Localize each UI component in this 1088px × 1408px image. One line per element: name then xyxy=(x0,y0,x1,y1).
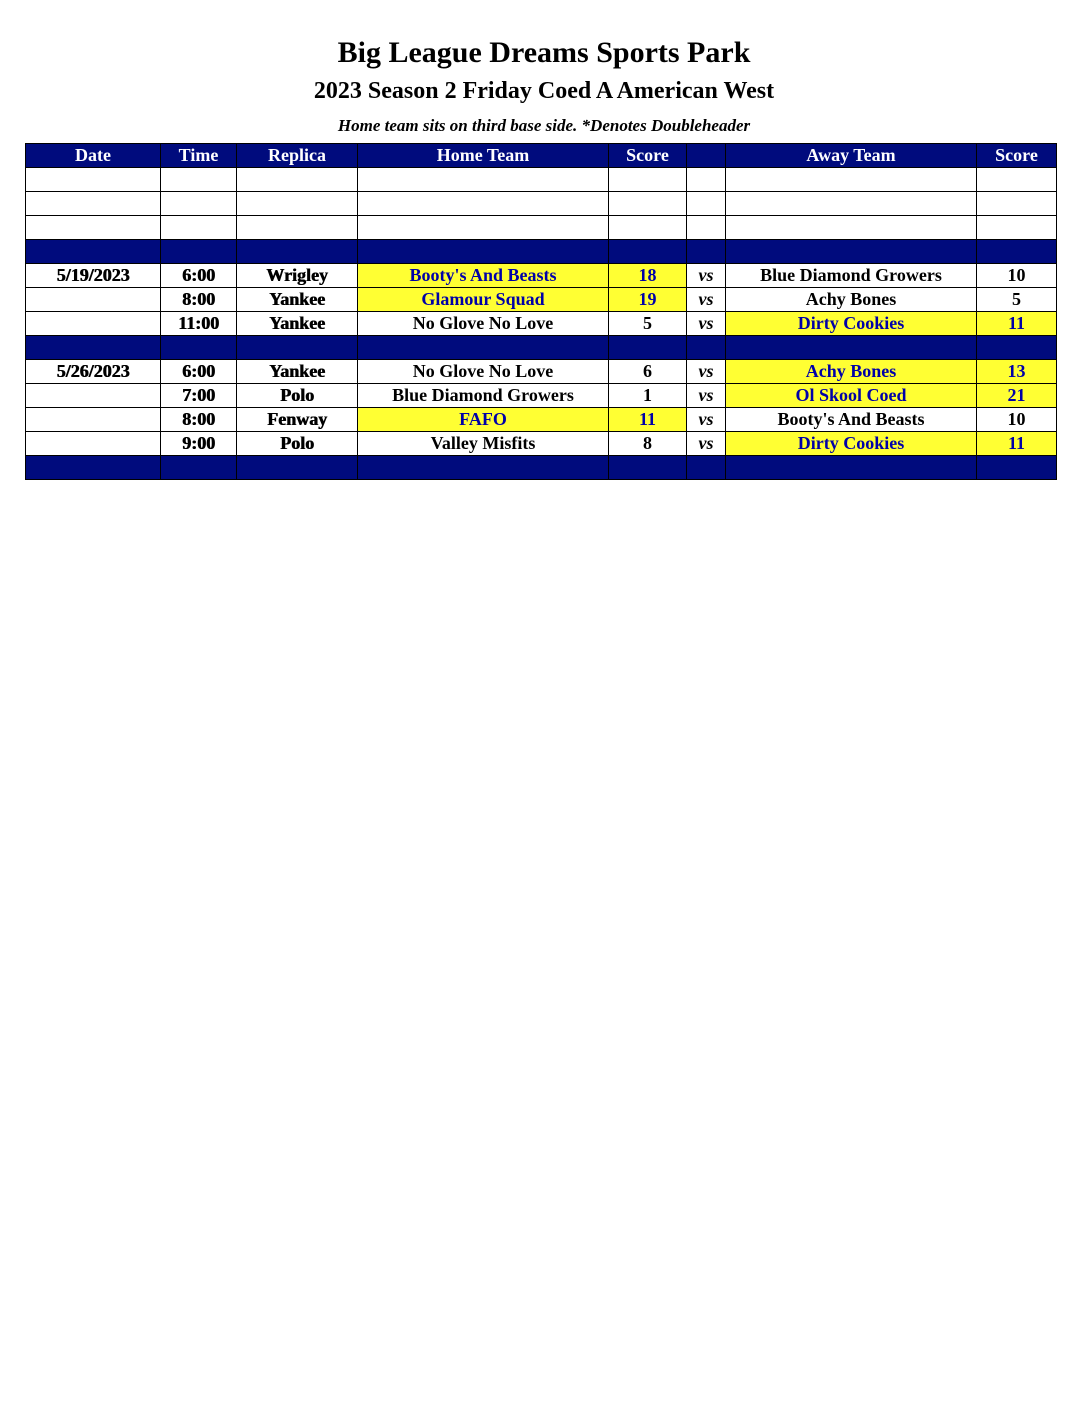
date-cell xyxy=(26,312,161,336)
away-team-cell xyxy=(726,216,977,240)
table-row xyxy=(26,384,1057,408)
replica-cell: Wrigley xyxy=(237,264,358,288)
replica-cell xyxy=(237,168,358,192)
date-cell: 5/26/2023 xyxy=(26,360,161,384)
time-cell xyxy=(161,336,237,360)
date-cell xyxy=(26,216,161,240)
replica-cell xyxy=(237,456,358,480)
empty-row xyxy=(26,216,1057,240)
time-cell: 11:00 xyxy=(161,312,237,336)
schedule-table xyxy=(25,143,1057,480)
away-score-cell: 10 xyxy=(977,264,1057,288)
away-score-cell xyxy=(977,168,1057,192)
column-header-away-score: Score xyxy=(977,144,1057,168)
table-row xyxy=(26,288,1057,312)
time-cell xyxy=(161,216,237,240)
separator-row xyxy=(26,336,1057,360)
vs-cell: vs xyxy=(687,384,726,408)
away-team-cell xyxy=(726,456,977,480)
vs-cell: vs xyxy=(687,288,726,312)
replica-cell: Yankee xyxy=(237,360,358,384)
home-team-cell: Blue Diamond Growers xyxy=(358,384,609,408)
home-team-cell xyxy=(358,240,609,264)
away-team-cell xyxy=(726,192,977,216)
vs-cell xyxy=(687,168,726,192)
away-score-cell xyxy=(977,456,1057,480)
home-team-cell xyxy=(358,336,609,360)
away-score-cell xyxy=(977,192,1057,216)
column-header-away-team: Away Team xyxy=(726,144,977,168)
home-score-cell: 5 xyxy=(609,312,687,336)
column-header-time: Time xyxy=(161,144,237,168)
away-score-cell: 11 xyxy=(977,432,1057,456)
table-row xyxy=(26,312,1057,336)
away-team-cell: Booty's And Beasts xyxy=(726,408,977,432)
away-team-cell xyxy=(726,240,977,264)
home-team-cell: FAFO xyxy=(358,408,609,432)
table-row xyxy=(26,360,1057,384)
separator-row xyxy=(26,456,1057,480)
away-score-cell: 10 xyxy=(977,408,1057,432)
date-cell xyxy=(26,168,161,192)
away-score-cell: 11 xyxy=(977,312,1057,336)
column-header-home-score: Score xyxy=(609,144,687,168)
replica-cell xyxy=(237,216,358,240)
separator-row xyxy=(26,240,1057,264)
empty-row xyxy=(26,168,1057,192)
empty-row xyxy=(26,192,1057,216)
page-subtitle: 2023 Season 2 Friday Coed A American West xyxy=(313,78,775,104)
home-score-cell xyxy=(609,240,687,264)
date-cell xyxy=(26,288,161,312)
home-team-cell: Booty's And Beasts xyxy=(358,264,609,288)
home-score-cell: 6 xyxy=(609,360,687,384)
date-cell xyxy=(26,384,161,408)
time-cell: 7:00 xyxy=(161,384,237,408)
away-team-cell: Ol Skool Coed xyxy=(726,384,977,408)
vs-cell: vs xyxy=(687,312,726,336)
vs-cell: vs xyxy=(687,432,726,456)
time-cell: 6:00 xyxy=(161,360,237,384)
vs-cell: vs xyxy=(687,360,726,384)
home-score-cell xyxy=(609,168,687,192)
date-cell xyxy=(26,192,161,216)
home-team-cell xyxy=(358,168,609,192)
away-team-cell: Dirty Cookies xyxy=(726,432,977,456)
table-header-row xyxy=(26,144,1057,168)
replica-cell: Polo xyxy=(237,384,358,408)
home-score-cell xyxy=(609,456,687,480)
date-cell xyxy=(26,336,161,360)
home-score-cell: 1 xyxy=(609,384,687,408)
away-score-cell xyxy=(977,336,1057,360)
away-team-cell xyxy=(726,168,977,192)
away-team-cell: Achy Bones xyxy=(726,360,977,384)
column-header-vs xyxy=(687,144,726,168)
column-header-home-team: Home Team xyxy=(358,144,609,168)
page-title: Big League Dreams Sports Park xyxy=(337,36,751,69)
replica-cell: Yankee xyxy=(237,312,358,336)
home-team-cell: No Glove No Love xyxy=(358,360,609,384)
replica-cell: Fenway xyxy=(237,408,358,432)
time-cell xyxy=(161,456,237,480)
schedule-body xyxy=(26,168,1057,480)
time-cell xyxy=(161,192,237,216)
away-team-cell xyxy=(726,336,977,360)
table-row xyxy=(26,264,1057,288)
away-score-cell: 13 xyxy=(977,360,1057,384)
home-score-cell xyxy=(609,216,687,240)
table-row xyxy=(26,432,1057,456)
column-header-date: Date xyxy=(26,144,161,168)
away-score-cell xyxy=(977,240,1057,264)
table-row xyxy=(26,408,1057,432)
date-cell xyxy=(26,408,161,432)
replica-cell: Polo xyxy=(237,432,358,456)
vs-cell xyxy=(687,192,726,216)
home-score-cell: 19 xyxy=(609,288,687,312)
away-team-cell: Achy Bones xyxy=(726,288,977,312)
home-score-cell xyxy=(609,336,687,360)
home-team-cell: No Glove No Love xyxy=(358,312,609,336)
vs-cell xyxy=(687,216,726,240)
vs-cell: vs xyxy=(687,264,726,288)
column-header-replica: Replica xyxy=(237,144,358,168)
home-score-cell xyxy=(609,192,687,216)
vs-cell xyxy=(687,456,726,480)
vs-cell xyxy=(687,336,726,360)
time-cell xyxy=(161,240,237,264)
time-cell: 8:00 xyxy=(161,288,237,312)
away-team-cell: Blue Diamond Growers xyxy=(726,264,977,288)
home-team-cell: Glamour Squad xyxy=(358,288,609,312)
time-cell xyxy=(161,168,237,192)
replica-cell xyxy=(237,336,358,360)
away-team-cell: Dirty Cookies xyxy=(726,312,977,336)
date-cell xyxy=(26,240,161,264)
time-cell: 6:00 xyxy=(161,264,237,288)
home-score-cell: 11 xyxy=(609,408,687,432)
home-team-cell xyxy=(358,192,609,216)
home-score-cell: 18 xyxy=(609,264,687,288)
home-team-cell xyxy=(358,216,609,240)
away-score-cell xyxy=(977,216,1057,240)
vs-cell xyxy=(687,240,726,264)
away-score-cell: 21 xyxy=(977,384,1057,408)
replica-cell xyxy=(237,240,358,264)
time-cell: 9:00 xyxy=(161,432,237,456)
replica-cell: Yankee xyxy=(237,288,358,312)
replica-cell xyxy=(237,192,358,216)
date-cell: 5/19/2023 xyxy=(26,264,161,288)
home-team-cell: Valley Misfits xyxy=(358,432,609,456)
vs-cell: vs xyxy=(687,408,726,432)
date-cell xyxy=(26,456,161,480)
schedule-note: Home team sits on third base side. *Denotes Doubleheader xyxy=(337,116,751,135)
away-score-cell: 5 xyxy=(977,288,1057,312)
home-team-cell xyxy=(358,456,609,480)
date-cell xyxy=(26,432,161,456)
time-cell: 8:00 xyxy=(161,408,237,432)
home-score-cell: 8 xyxy=(609,432,687,456)
